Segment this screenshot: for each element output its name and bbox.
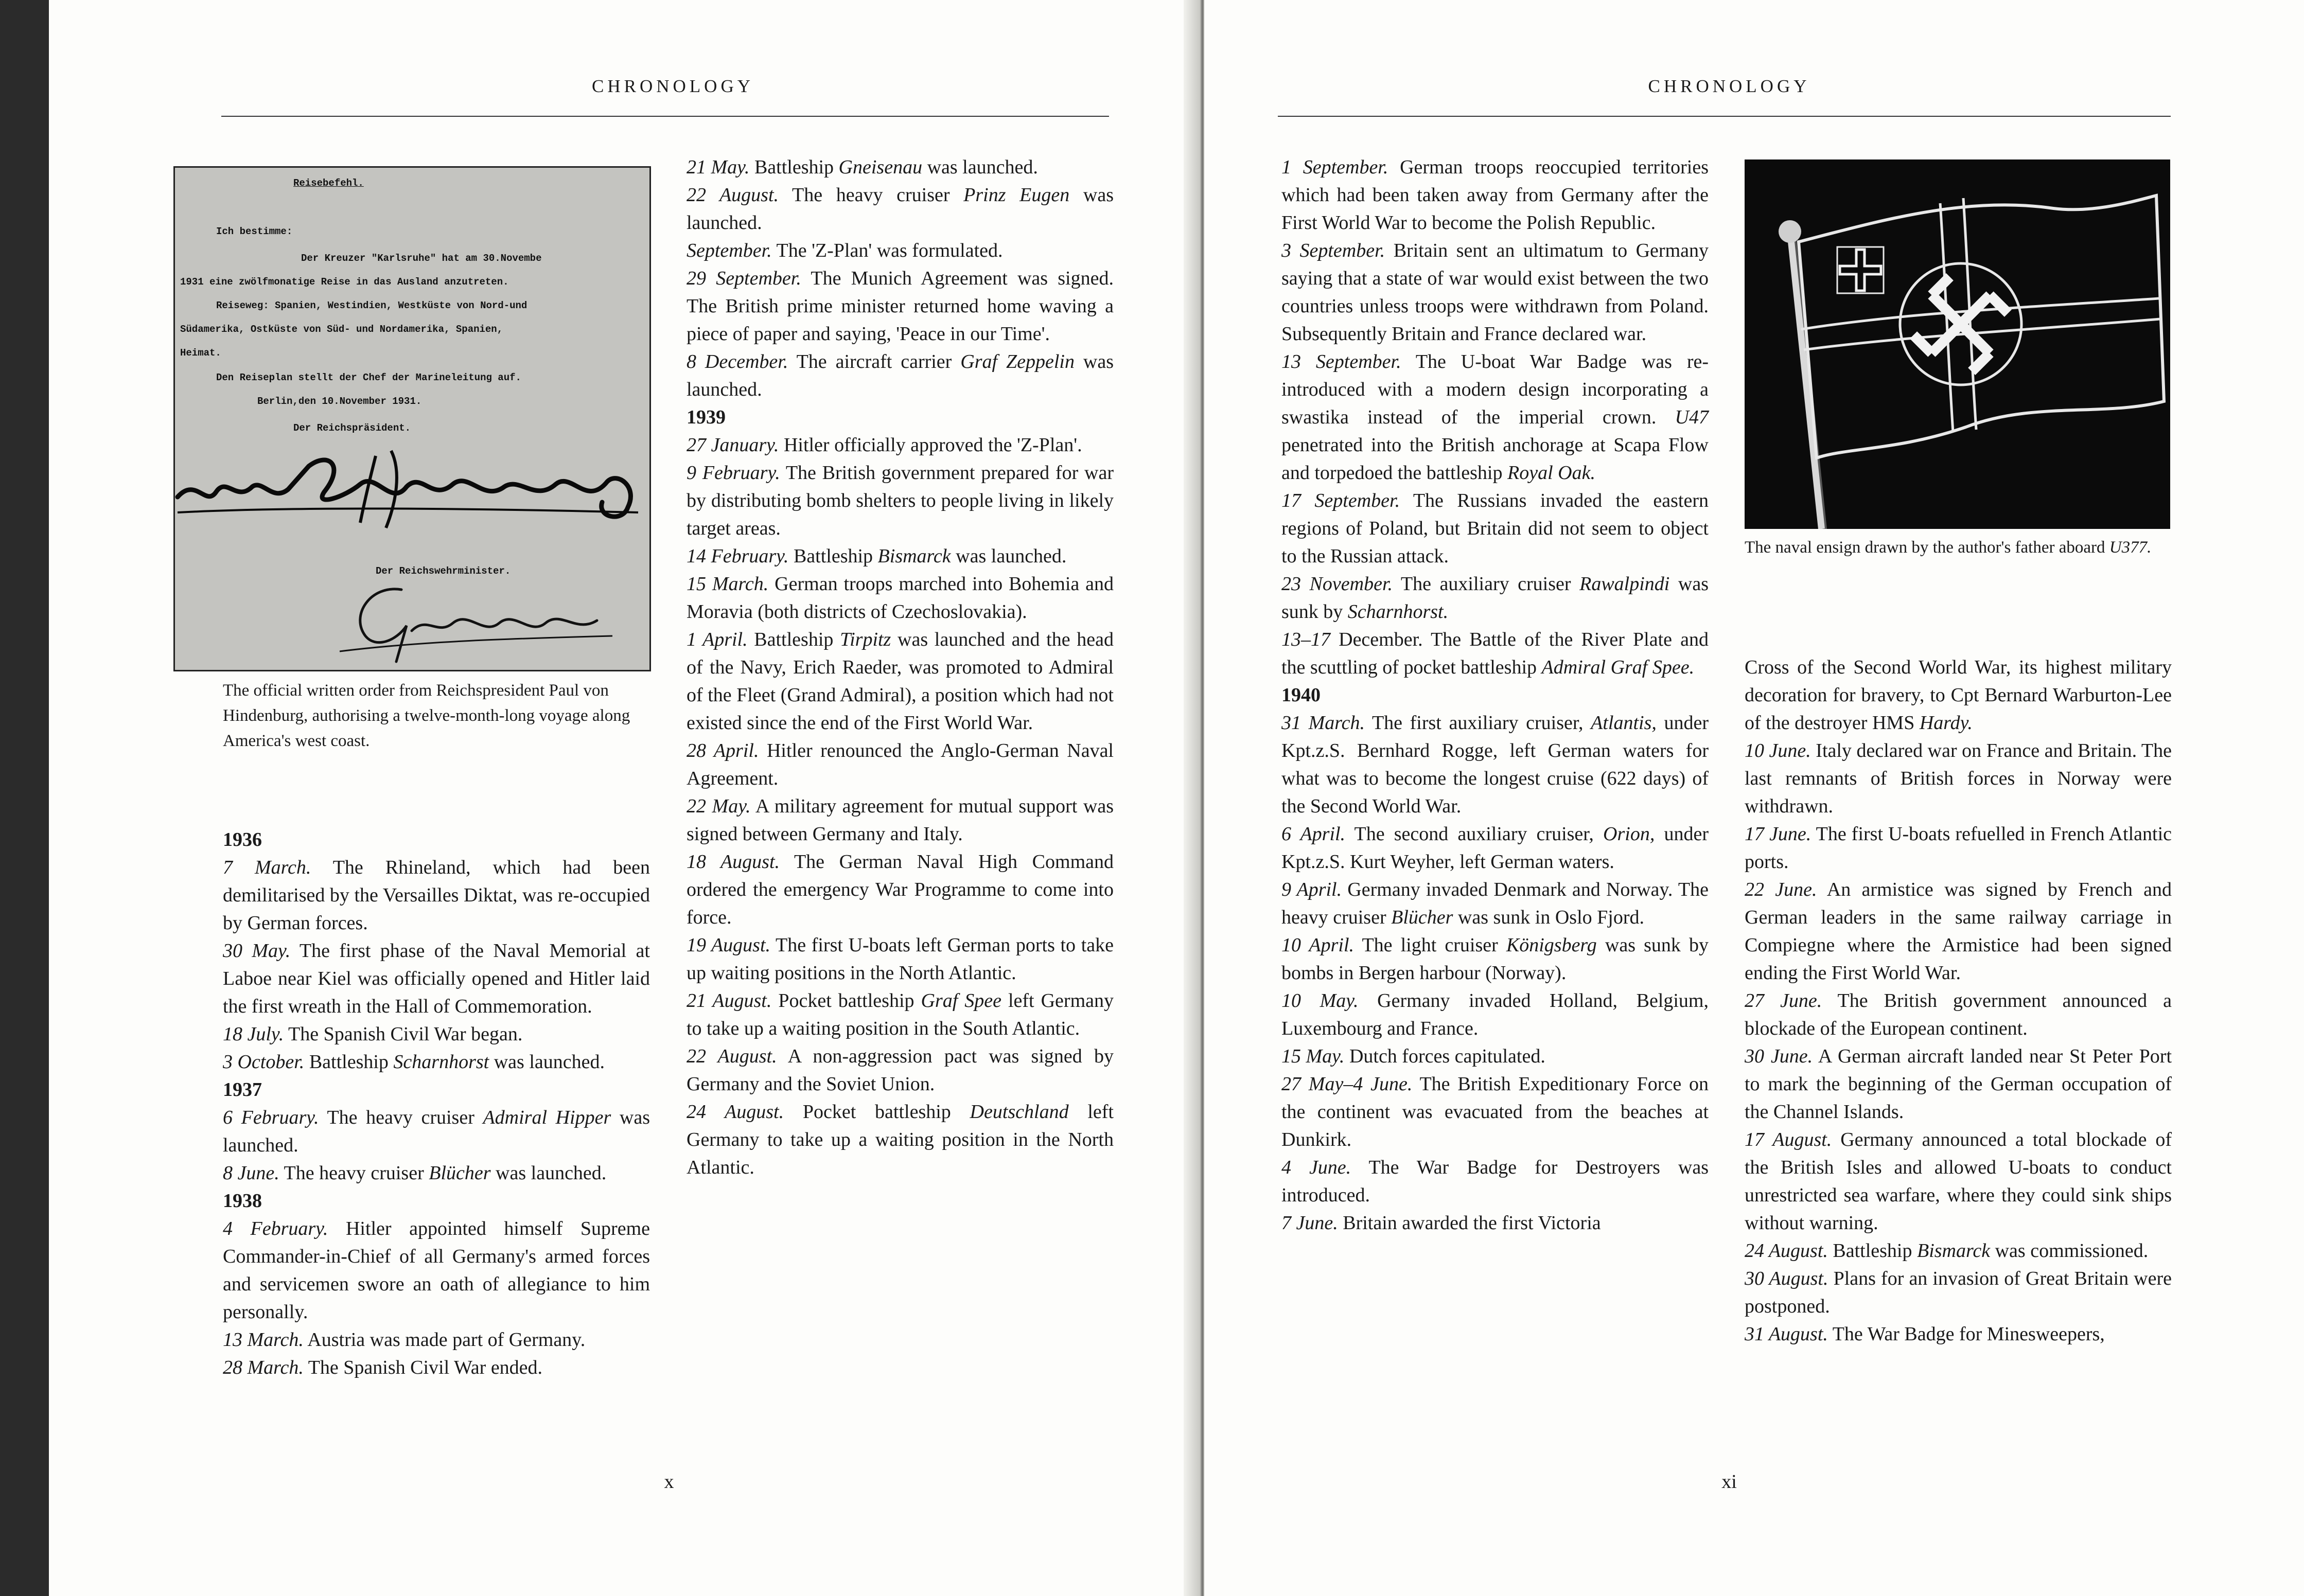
doc-line: Heimat. — [180, 347, 221, 359]
chronology-entry: 24 August. Battleship Bismarck was commissioned. — [1745, 1240, 2149, 1262]
chronology-entry: 19 August. The first U-boats left German ports to take up waiting positions in the North Atlantic. — [687, 934, 1114, 984]
chronology-entry: 31 August. The War Badge for Minesweepers, — [1745, 1323, 2105, 1345]
doc-line: Reiseweg: Spanien, Westindien, Westküste von Nord-und — [216, 300, 527, 311]
chronology-entry: 13–17 December. The Battle of the River Plate and the scuttling of pocket battleship Admiral Graf Spee. — [1281, 629, 1709, 678]
order-document-photo — [173, 166, 651, 671]
chronology-entry: 3 October. Battleship Scharnhorst was launched. — [223, 1051, 605, 1073]
chronology-entry: 3 September. Britain sent an ultimatum to Germany saying that a state of war would exist between the two countries unless troops were withdrawn from Poland. Subsequently Britain and France declared war. — [1281, 240, 1709, 345]
chronology-entry: 6 April. The second auxiliary cruiser, Orion, under Kpt.z.S. Kurt Weyher, left German waters. — [1281, 823, 1709, 873]
chronology-entry: 13 March. Austria was made part of Germany. — [223, 1329, 586, 1351]
figure-caption-right: The naval ensign drawn by the author's father aboard U377. — [1745, 538, 2152, 557]
chronology-entry: 7 March. The Rhineland, which had been demilitarised by the Versailles Diktat, was re-occupied by German forces. — [223, 857, 650, 934]
doc-line: Der Kreuzer "Karlsruhe" hat am 30.Novembe — [301, 253, 542, 264]
doc-line: Den Reiseplan stellt der Chef der Marineleitung auf. — [216, 372, 521, 383]
year-heading: 1938 — [223, 1190, 262, 1212]
chronology-entry: 9 April. Germany invaded Denmark and Norway. The heavy cruiser Blücher was sunk in Oslo Fjord. — [1281, 879, 1709, 928]
chronology-entry: 1 September. German troops reoccupied territories which had been taken away from Germany after the First World War to become the Polish Republic. — [1281, 156, 1709, 234]
chronology-entry: 24 August. Pocket battleship Deutschland left Germany to take up a waiting position in the North Atlantic. — [687, 1101, 1114, 1178]
chronology-entry: 23 November. The auxiliary cruiser Rawalpindi was sunk by Scharnhorst. — [1281, 573, 1709, 623]
chronology-entry: 30 May. The first phase of the Naval Memorial at Laboe near Kiel was officially opened and Hitler laid the first wreath in the Hall of Commemoration. — [223, 940, 650, 1017]
chronology-entry: 21 May. Battleship Gneisenau was launched. — [687, 156, 1038, 178]
chronology-entry: 14 February. Battleship Bismarck was launched. — [687, 545, 1067, 567]
hindenburg-signature — [175, 435, 649, 538]
chronology-entry: 27 May–4 June. The British Expeditionary Force on the continent was evacuated from the beaches at Dunkirk. — [1281, 1073, 1709, 1150]
chronology-entry: 4 February. Hitler appointed himself Supreme Commander-in-Chief of all Germany's armed forces and servicemen swore an oath of allegiance to him personally. — [223, 1218, 650, 1323]
doc-line: Der Reichswehrminister. — [376, 565, 511, 577]
chronology-entry: 31 March. The first auxiliary cruiser, Atlantis, under Kpt.z.S. Bernhard Rogge, left German waters for what was to become the longest cruise (622 days) of the Second World War. — [1281, 712, 1709, 817]
chronology-entry: 15 May. Dutch forces capitulated. — [1281, 1045, 1545, 1067]
chronology-entry: 29 September. The Munich Agreement was signed. The British prime minister returned home waving a piece of paper and saying, 'Peace in our Time'. — [687, 268, 1114, 345]
chronology-entry: 10 April. The light cruiser Königsberg was sunk by bombs in Bergen harbour (Norway). — [1281, 934, 1709, 984]
chronology-entry: 28 April. Hitler renounced the Anglo-German Naval Agreement. — [687, 740, 1114, 789]
chronology-entry: 22 August. The heavy cruiser Prinz Eugen was launched. — [687, 184, 1114, 234]
chronology-entry: 18 July. The Spanish Civil War began. — [223, 1023, 523, 1045]
chronology-entry: 22 May. A military agreement for mutual support was signed between Germany and Italy. — [687, 795, 1114, 845]
chronology-entry: 15 March. German troops marched into Bohemia and Moravia (both districts of Czechoslovakia). — [687, 573, 1114, 623]
doc-line: Ich bestimme: — [216, 226, 293, 237]
doc-line: Reisebefehl. — [293, 178, 364, 189]
page-number-left: x — [664, 1471, 674, 1493]
groener-signature — [329, 579, 618, 667]
running-header-left: CHRONOLOGY — [592, 76, 754, 96]
chronology-entry: 17 August. Germany announced a total blockade of the British Isles and allowed U-boats to conduct unrestricted sea warfare, where they could sink ships without warning. — [1745, 1129, 2172, 1234]
running-header-right: CHRONOLOGY — [1648, 76, 1810, 96]
year-heading: 1936 — [223, 829, 262, 850]
chronology-column-left-2 — [687, 153, 1114, 1181]
chronology-column-left-1 — [223, 826, 650, 1381]
chronology-entry: 10 May. Germany invaded Holland, Belgium, Luxembourg and France. — [1281, 990, 1709, 1039]
page-number-right: xi — [1721, 1471, 1737, 1493]
chronology-entry: 18 August. The German Naval High Command ordered the emergency War Programme to come into force. — [687, 851, 1114, 928]
chronology-column-right-2 — [1745, 653, 2172, 1348]
chronology-entry: 22 June. An armistice was signed by French and German leaders in the same railway carriage in Compiegne where the Armistice had been signed ending the First World War. — [1745, 879, 2172, 984]
chronology-entry: 22 August. A non-aggression pact was signed by Germany and the Soviet Union. — [687, 1045, 1114, 1095]
chronology-entry: 30 August. Plans for an invasion of Great Britain were postponed. — [1745, 1268, 2172, 1317]
year-heading: 1940 — [1281, 684, 1321, 706]
chronology-entry: 13 September. The U-boat War Badge was re-introduced with a modern design incorporating a swastika instead of the imperial crown. U47 penetrated into the British anchorage at Scapa Flow and torpedoed the battleship Royal Oak. — [1281, 351, 1709, 484]
doc-line: 1931 eine zwölfmonatige Reise in das Ausland anzutreten. — [180, 276, 509, 288]
chronology-entry: 27 June. The British government announced a blockade of the European continent. — [1745, 990, 2172, 1039]
year-heading: 1939 — [687, 406, 726, 428]
header-rule-right — [1278, 116, 2171, 117]
chronology-entry: 9 February. The British government prepared for war by distributing bomb shelters to people living in likely target areas. — [687, 462, 1114, 539]
chronology-entry: 6 February. The heavy cruiser Admiral Hipper was launched. — [223, 1107, 650, 1156]
figure-caption-left: The official written order from Reichspresident Paul von Hindenburg, authorising a twelve-month-long voyage along America's west coast. — [223, 681, 630, 750]
chronology-entry: 17 June. The first U-boats refuelled in French Atlantic ports. — [1745, 823, 2172, 873]
year-heading: 1937 — [223, 1079, 262, 1101]
chronology-entry: 8 December. The aircraft carrier Graf Zeppelin was launched. — [687, 351, 1114, 400]
naval-ensign-drawing — [1745, 159, 2170, 529]
doc-line: Berlin,den 10.November 1931. — [257, 396, 422, 407]
chronology-entry: 28 March. The Spanish Civil War ended. — [223, 1357, 543, 1378]
header-rule-left — [221, 116, 1109, 117]
doc-line: Südamerika, Ostküste von Süd- und Nordamerika, Spanien, — [180, 324, 503, 335]
chronology-entry: September. The 'Z-Plan' was formulated. — [687, 240, 1003, 261]
chronology-entry: 10 June. Italy declared war on France and Britain. The last remnants of British forces in Norway were withdrawn. — [1745, 740, 2172, 817]
doc-line: Der Reichspräsident. — [293, 422, 411, 434]
chronology-entry: 7 June. Britain awarded the first Victoria — [1281, 1212, 1601, 1234]
chronology-entry: 4 June. The War Badge for Destroyers was introduced. — [1281, 1157, 1709, 1206]
chronology-entry: 30 June. A German aircraft landed near St Peter Port to mark the beginning of the German occupation of the Channel Islands. — [1745, 1045, 2172, 1123]
chronology-entry: Cross of the Second World War, its highest military decoration for bravery, to Cpt Bernard Warburton-Lee of the destroyer HMS Hardy. — [1745, 657, 2172, 734]
chronology-entry: 27 January. Hitler officially approved the 'Z-Plan'. — [687, 434, 1082, 456]
chronology-column-right-1 — [1281, 153, 1709, 1237]
chronology-entry: 21 August. Pocket battleship Graf Spee left Germany to take up a waiting position in the South Atlantic. — [687, 990, 1114, 1039]
chronology-entry: 8 June. The heavy cruiser Blücher was launched. — [223, 1162, 607, 1184]
chronology-entry: 17 September. The Russians invaded the eastern regions of Poland, but Britain did not seem to object to the Russian attack. — [1281, 490, 1709, 567]
ensign-flag-icon — [1745, 159, 2170, 529]
chronology-entry: 1 April. Battleship Tirpitz was launched and the head of the Navy, Erich Raeder, was promoted to Admiral of the Fleet (Grand Admiral), a position which had not existed since the end of the First World War. — [687, 629, 1114, 734]
